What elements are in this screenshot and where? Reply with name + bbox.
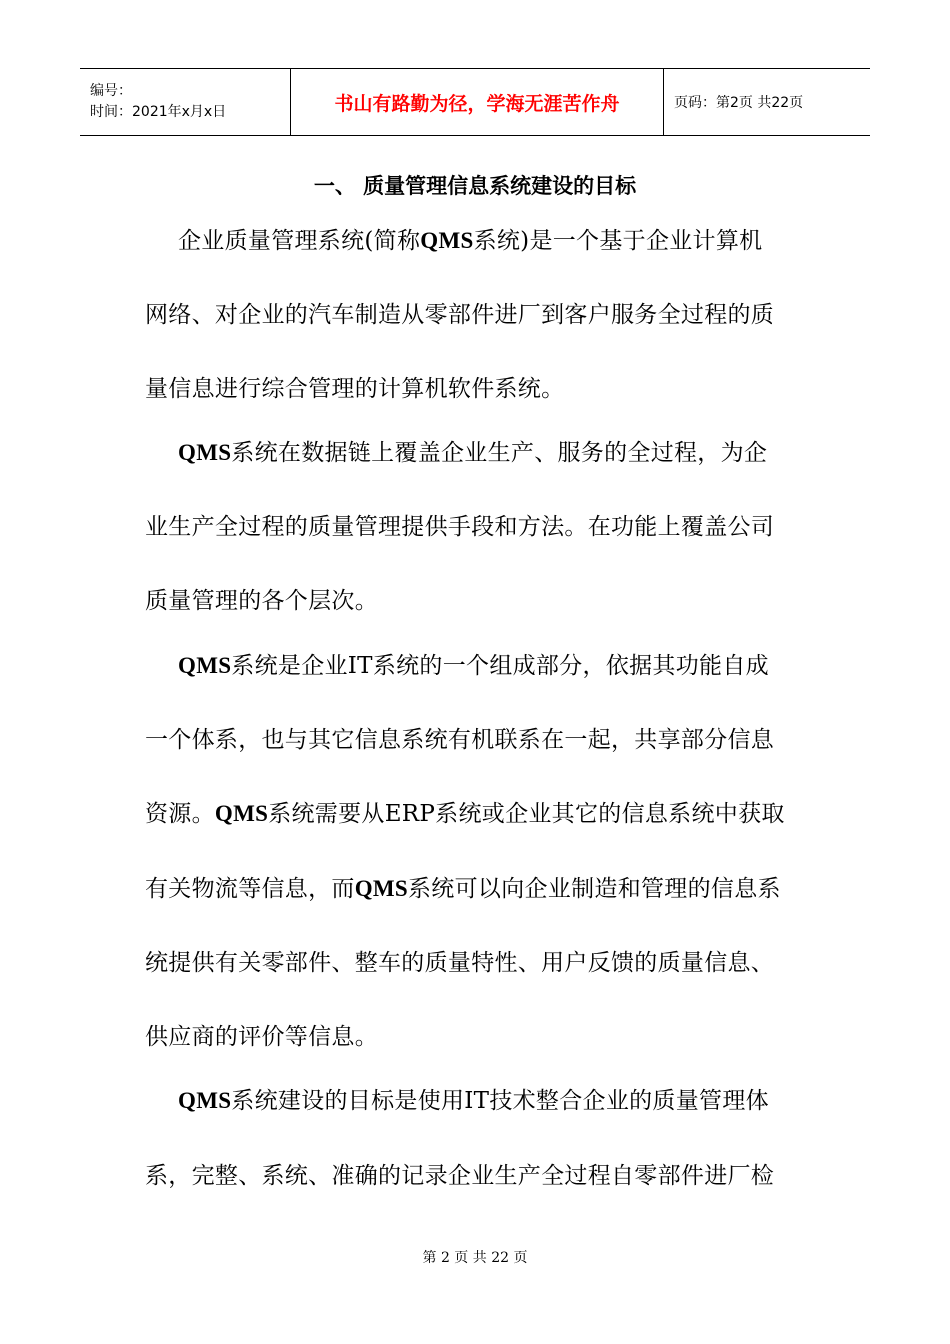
line-text: 资源。 — [145, 801, 215, 827]
date-label: 时间：2021年x月x日 — [90, 104, 227, 120]
paragraph-line — [145, 582, 378, 615]
line-text-rest: 系统建设的目标是使用IT技术整合企业的质量管理体 — [231, 1088, 769, 1114]
line-text: 质量管理的各个层次。 — [145, 588, 378, 614]
line-text-rest: 系统是企业IT系统的一个组成部分，依据其功能自成 — [231, 653, 769, 679]
line-text: 系，完整、系统、准确的记录企业生产全过程自零部件进厂检 — [145, 1163, 775, 1189]
line-bold-text: QMS — [178, 653, 232, 678]
paragraph-line — [145, 508, 774, 541]
header-meta — [80, 69, 291, 136]
paragraph-line — [145, 1018, 378, 1051]
paragraph-line — [145, 944, 774, 977]
line-text: 一个体系，也与其它信息系统有机联系在一起，共享部分信息 — [145, 727, 775, 753]
page-footer: 第 2 页 共 22 页 — [422, 1250, 528, 1266]
line-text: 有关物流等信息，而 — [145, 876, 355, 902]
paragraph-line — [145, 296, 774, 329]
paragraph-line — [178, 222, 762, 255]
paragraph-line — [178, 1082, 769, 1115]
paragraph-line — [145, 370, 564, 403]
line-bold-text: QMS — [214, 801, 269, 826]
line-text: 企业质量管理系统(简称 — [178, 228, 421, 254]
page-header — [80, 68, 870, 136]
paragraph-line — [145, 795, 785, 828]
paragraph-line — [178, 434, 767, 467]
line-text: 网络、对企业的汽车制造从零部件进厂到客户服务全过程的质 — [145, 302, 775, 328]
paragraph-line — [145, 721, 774, 754]
line-bold-text: QMS — [178, 440, 232, 465]
paragraph-line — [145, 870, 781, 903]
paragraph-line — [178, 647, 769, 680]
line-text: 统提供有关零部件、整车的质量特性、用户反馈的质量信息、 — [145, 950, 775, 976]
line-text-rest: 系统需要从ERP系统或企业其它的信息系统中获取 — [268, 801, 785, 827]
line-bold-text: QMS — [178, 1088, 232, 1113]
line-bold-text: QMS — [420, 228, 474, 253]
paragraph-line — [145, 1157, 774, 1190]
header-motto: 书山有路勤为径，学海无涯苦作舟 — [291, 69, 664, 136]
section-title: 一、 质量管理信息系统建设的目标 — [313, 174, 637, 198]
line-text-rest: 系统可以向企业制造和管理的信息系 — [408, 876, 781, 902]
line-text-rest: 系统)是一个基于企业计算机 — [473, 228, 763, 254]
line-text: 供应商的评价等信息。 — [145, 1024, 378, 1050]
line-text-rest: 系统在数据链上覆盖企业生产、服务的全过程，为企 — [231, 440, 768, 466]
line-text: 业生产全过程的质量管理提供手段和方法。在功能上覆盖公司 — [145, 514, 775, 540]
header-page-info: 页码：第2页 共22页 — [664, 69, 871, 136]
line-bold-text: QMS — [354, 876, 408, 901]
number-label: 编号： — [90, 83, 132, 99]
line-text: 量信息进行综合管理的计算机软件系统。 — [145, 376, 565, 402]
